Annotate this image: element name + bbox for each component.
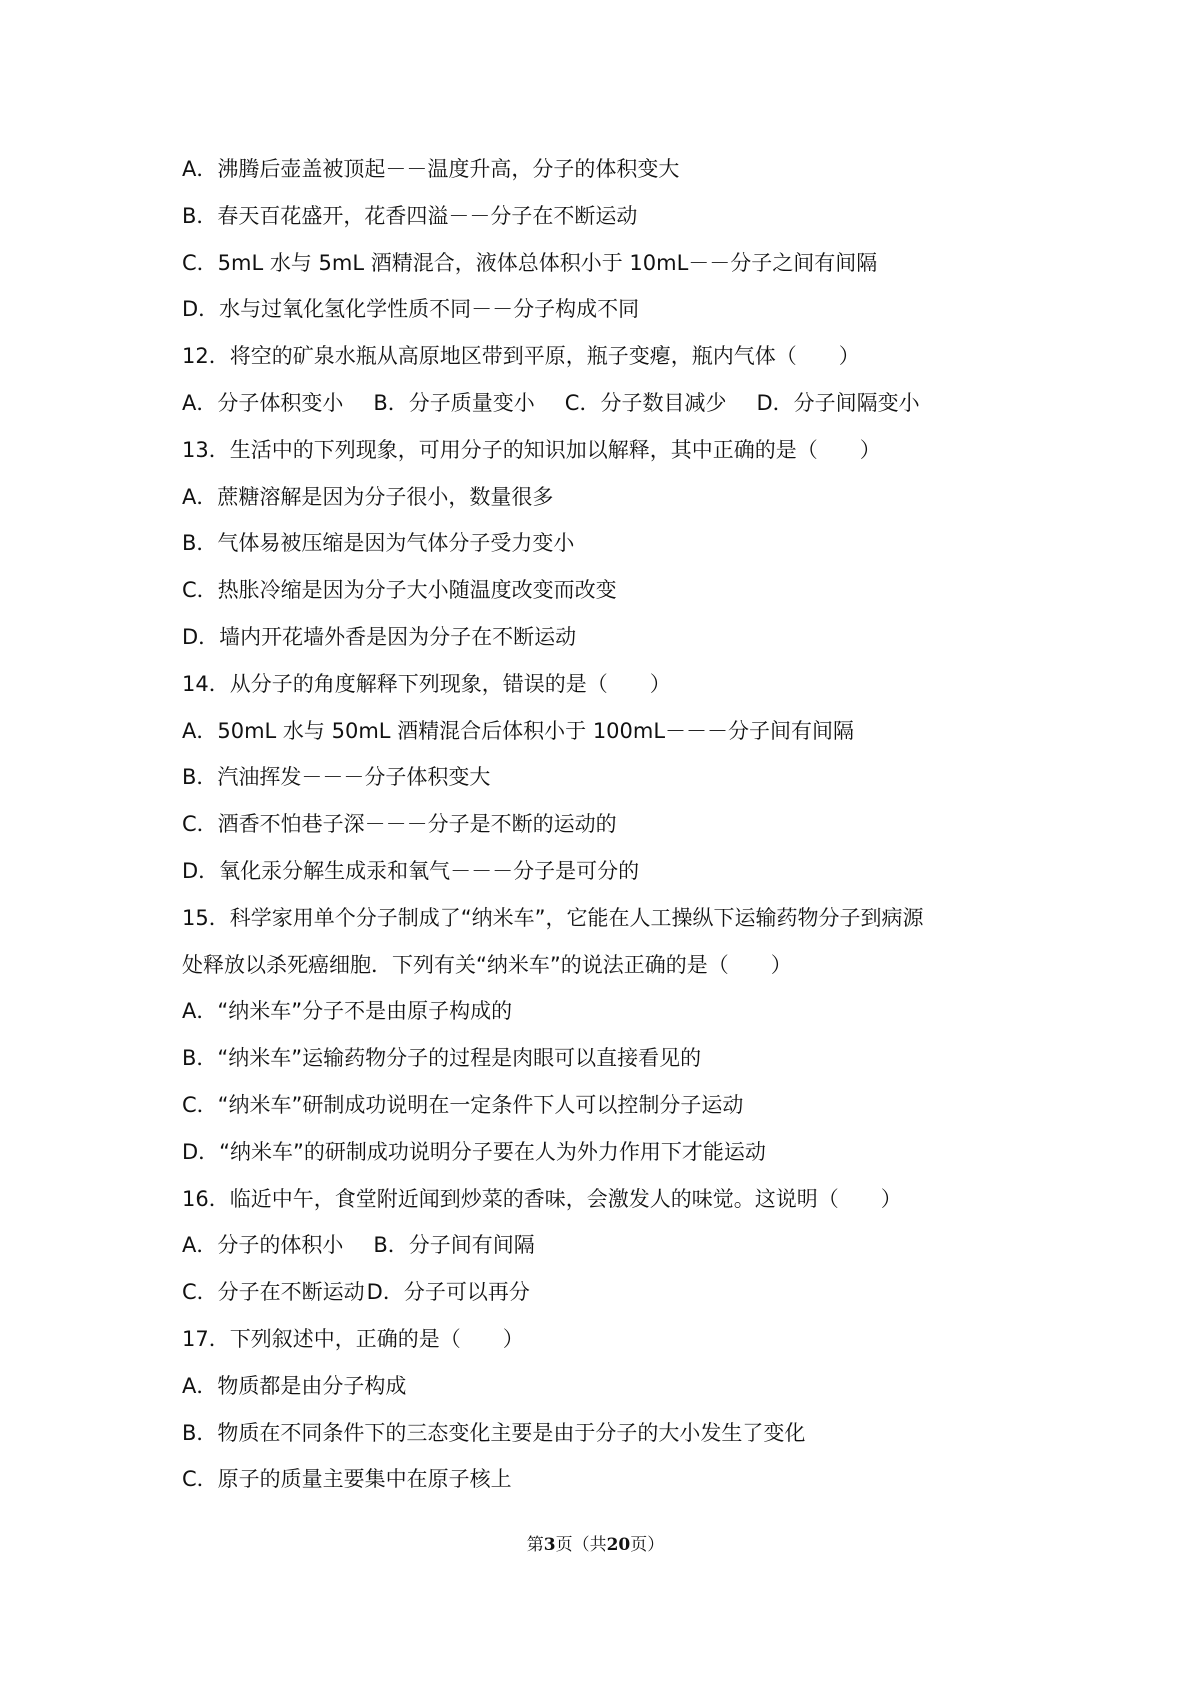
option-b: B．分子间有间隔 bbox=[373, 1233, 535, 1258]
question-13: 13．生活中的下列现象，可用分子的知识加以解释，其中正确的是（ ） bbox=[182, 437, 881, 462]
option-b: B．汽油挥发－－－分子体积变大 bbox=[182, 765, 491, 790]
option-a: A．蔗糖溶解是因为分子很小，数量很多 bbox=[182, 484, 554, 509]
question-15-continued: 处释放以杀死癌细胞．下列有关“纳米车”的说法正确的是（ ） bbox=[182, 952, 792, 977]
page-footer bbox=[0, 1530, 1191, 1555]
option-d: D．分子可以再分 bbox=[366, 1280, 530, 1305]
option-c: C．原子的质量主要集中在原子核上 bbox=[182, 1467, 512, 1492]
option-c: C．“纳米车”研制成功说明在一定条件下人可以控制分子运动 bbox=[182, 1092, 744, 1117]
exam-content bbox=[182, 146, 1062, 1503]
question-16-options-cd bbox=[182, 1269, 1062, 1316]
question-12-options bbox=[182, 380, 1062, 427]
question-14: 14．从分子的角度解释下列现象，错误的是（ ） bbox=[182, 671, 671, 696]
option-c: C．分子数目减少 bbox=[564, 390, 727, 415]
option-d: D．分子间隔变小 bbox=[756, 390, 920, 415]
option-line: D．水与过氧化氢化学性质不同－－分子构成不同 bbox=[182, 297, 640, 322]
footer-suffix: 页） bbox=[630, 1535, 665, 1555]
option-line: B．春天百花盛开，花香四溢－－分子在不断运动 bbox=[182, 203, 638, 228]
option-a: A．物质都是由分子构成 bbox=[182, 1373, 407, 1398]
option-a: A．50mL 水与 50mL 酒精混合后体积小于 100mL－－－分子间有间隔 bbox=[182, 718, 855, 743]
option-a: A．分子的体积小 bbox=[182, 1233, 344, 1258]
option-b: B．物质在不同条件下的三态变化主要是由于分子的大小发生了变化 bbox=[182, 1420, 806, 1445]
option-a: A．分子体积变小 bbox=[182, 390, 344, 415]
question-12: 12．将空的矿泉水瓶从高原地区带到平原，瓶子变瘪，瓶内气体（ ） bbox=[182, 344, 860, 369]
page-number: 3 bbox=[543, 1535, 556, 1555]
option-c: C．分子在不断运动 bbox=[182, 1280, 365, 1305]
option-a: A．“纳米车”分子不是由原子构成的 bbox=[182, 999, 513, 1024]
question-16-options-ab bbox=[182, 1222, 1062, 1269]
footer-prefix: 第 bbox=[526, 1535, 544, 1555]
footer-middle: 页（共 bbox=[555, 1535, 607, 1555]
option-line: A．沸腾后壶盖被顶起－－温度升高，分子的体积变大 bbox=[182, 157, 680, 181]
option-d: D．墙内开花墙外香是因为分子在不断运动 bbox=[182, 624, 577, 649]
option-b: B．“纳米车”运输药物分子的过程是肉眼可以直接看见的 bbox=[182, 1046, 702, 1071]
question-16: 16．临近中午，食堂附近闻到炒菜的香味，会激发人的味觉。这说明（ ） bbox=[182, 1186, 902, 1211]
option-c: C．酒香不怕巷子深－－－分子是不断的运动的 bbox=[182, 812, 617, 837]
option-b: B．气体易被压缩是因为气体分子受力变小 bbox=[182, 531, 575, 556]
option-b: B．分子质量变小 bbox=[373, 390, 535, 415]
option-c: C．热胀冷缩是因为分子大小随温度改变而改变 bbox=[182, 578, 617, 603]
option-d: D．“纳米车”的研制成功说明分子要在人为外力作用下才能运动 bbox=[182, 1139, 766, 1164]
question-15: 15．科学家用单个分子制成了“纳米车”，它能在人工操纵下运输药物分子到病源 bbox=[182, 905, 924, 930]
page-total: 20 bbox=[606, 1535, 631, 1555]
question-17: 17．下列叙述中，正确的是（ ） bbox=[182, 1326, 524, 1351]
option-d: D．氧化汞分解生成汞和氧气－－－分子是可分的 bbox=[182, 858, 640, 883]
option-line: C．5mL 水与 5mL 酒精混合，液体总体积小于 10mL－－分子之间有间隔 bbox=[182, 250, 878, 275]
